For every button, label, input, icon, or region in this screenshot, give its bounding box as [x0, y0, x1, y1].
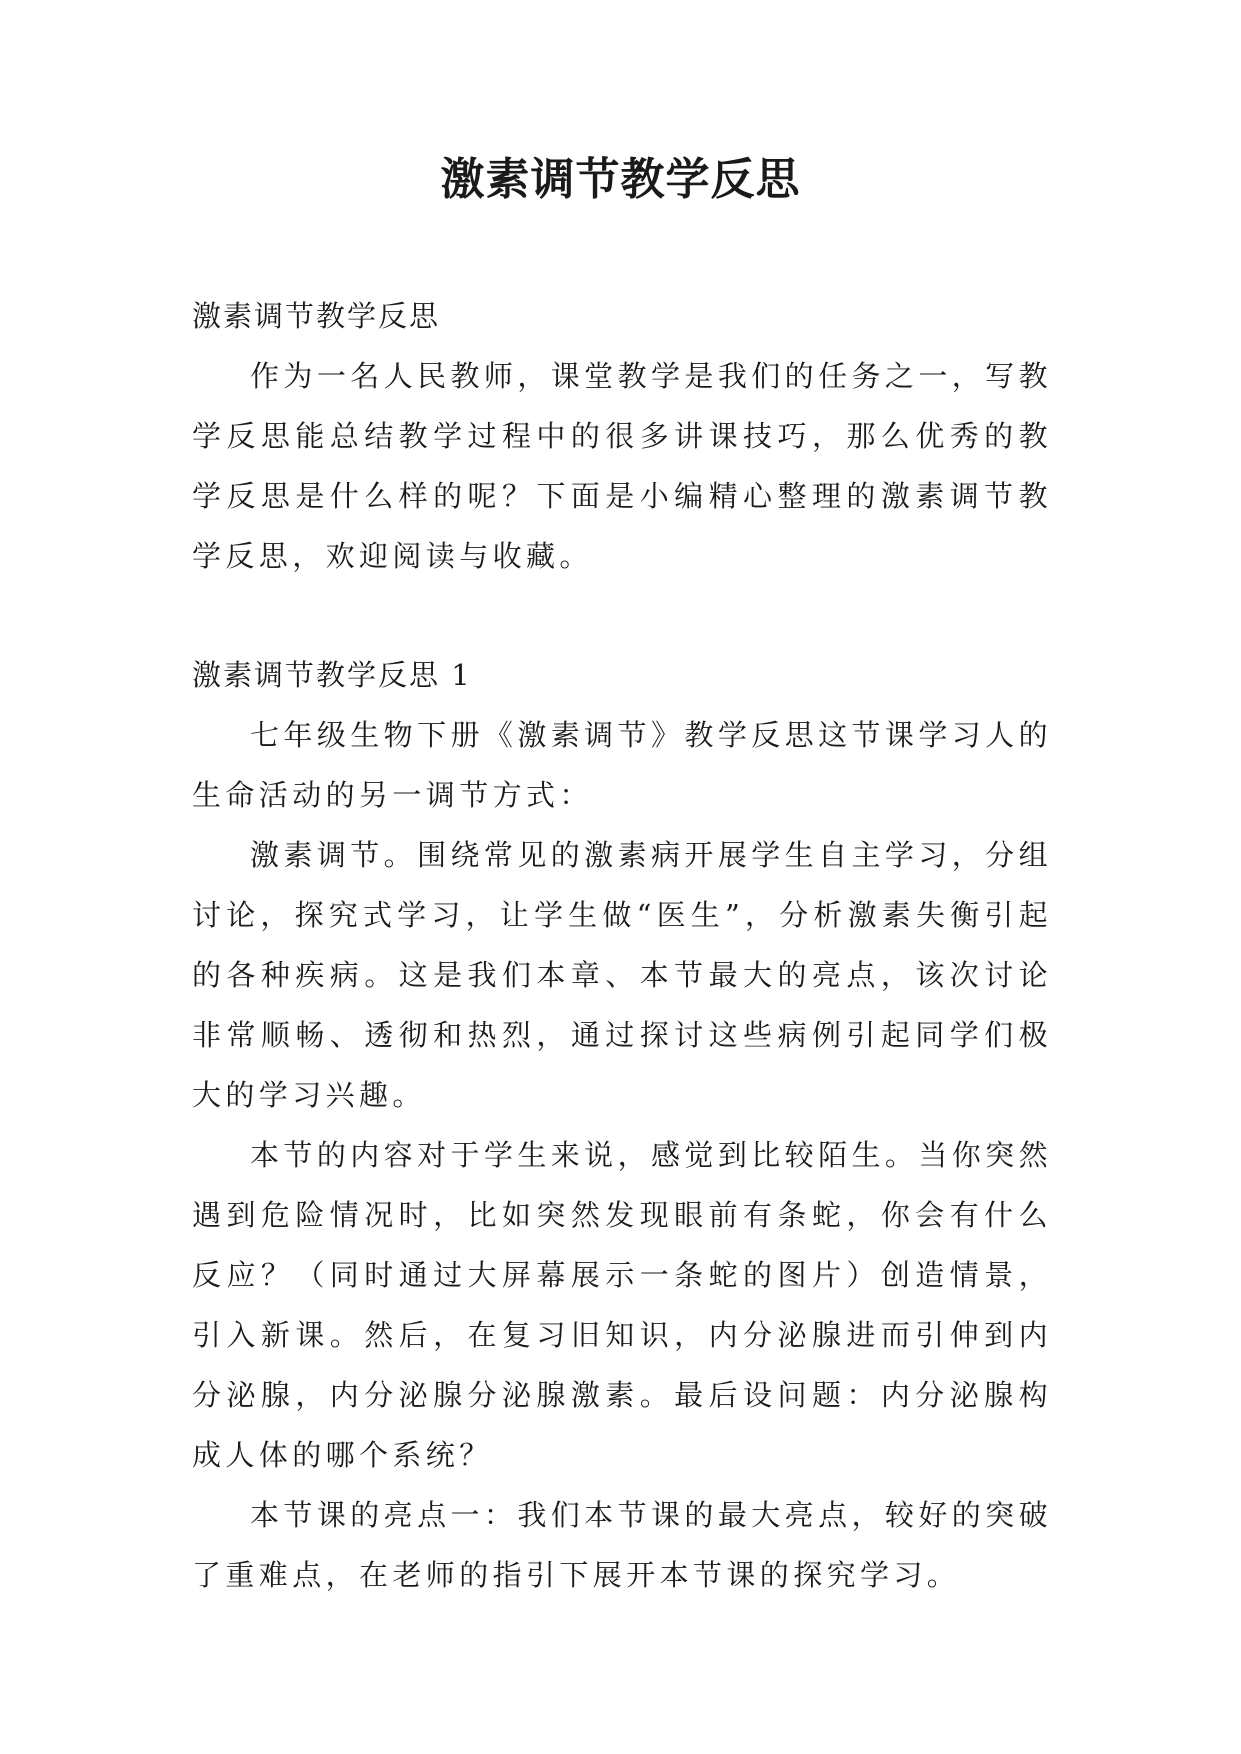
body-paragraph: 激素调节。围绕常见的激素病开展学生自主学习，分组讨论，探究式学习，让学生做“医生”，分析激素失衡引起的各种疾病。这是我们本章、本节最大的亮点，该次讨论非常顺畅、透彻和热烈，通过探讨这些病例引起同学们极大的学习兴趣。 [192, 838, 1052, 1112]
intro-heading: 激素调节教学反思 [192, 299, 441, 333]
document-body [192, 286, 1052, 1605]
body-paragraph: 七年级生物下册《激素调节》教学反思这节课学习人的生命活动的另一调节方式： [192, 718, 1052, 812]
section-spacer [192, 586, 1052, 645]
body-paragraph: 本节的内容对于学生来说，感觉到比较陌生。当你突然遇到危险情况时，比如突然发现眼前有条蛇，你会有什么反应？（同时通过大屏幕展示一条蛇的图片）创造情景，引入新课。然后，在复习旧知识，内分泌腺进而引伸到内分泌腺，内分泌腺分泌腺激素。最后设问题：内分泌腺构成人体的哪个系统？ [192, 1138, 1052, 1472]
body-paragraph: 本节课的亮点一：我们本节课的最大亮点，较好的突破了重难点，在老师的指引下展开本节课的探究学习。 [192, 1498, 1052, 1592]
intro-paragraph: 作为一名人民教师，课堂教学是我们的任务之一，写教学反思能总结教学过程中的很多讲课技巧，那么优秀的教学反思是什么样的呢？下面是小编精心整理的激素调节教学反思，欢迎阅读与收藏。 [192, 359, 1052, 573]
page-title: 激素调节教学反思 [440, 154, 801, 205]
section-heading: 激素调节教学反思 1 [192, 658, 472, 692]
